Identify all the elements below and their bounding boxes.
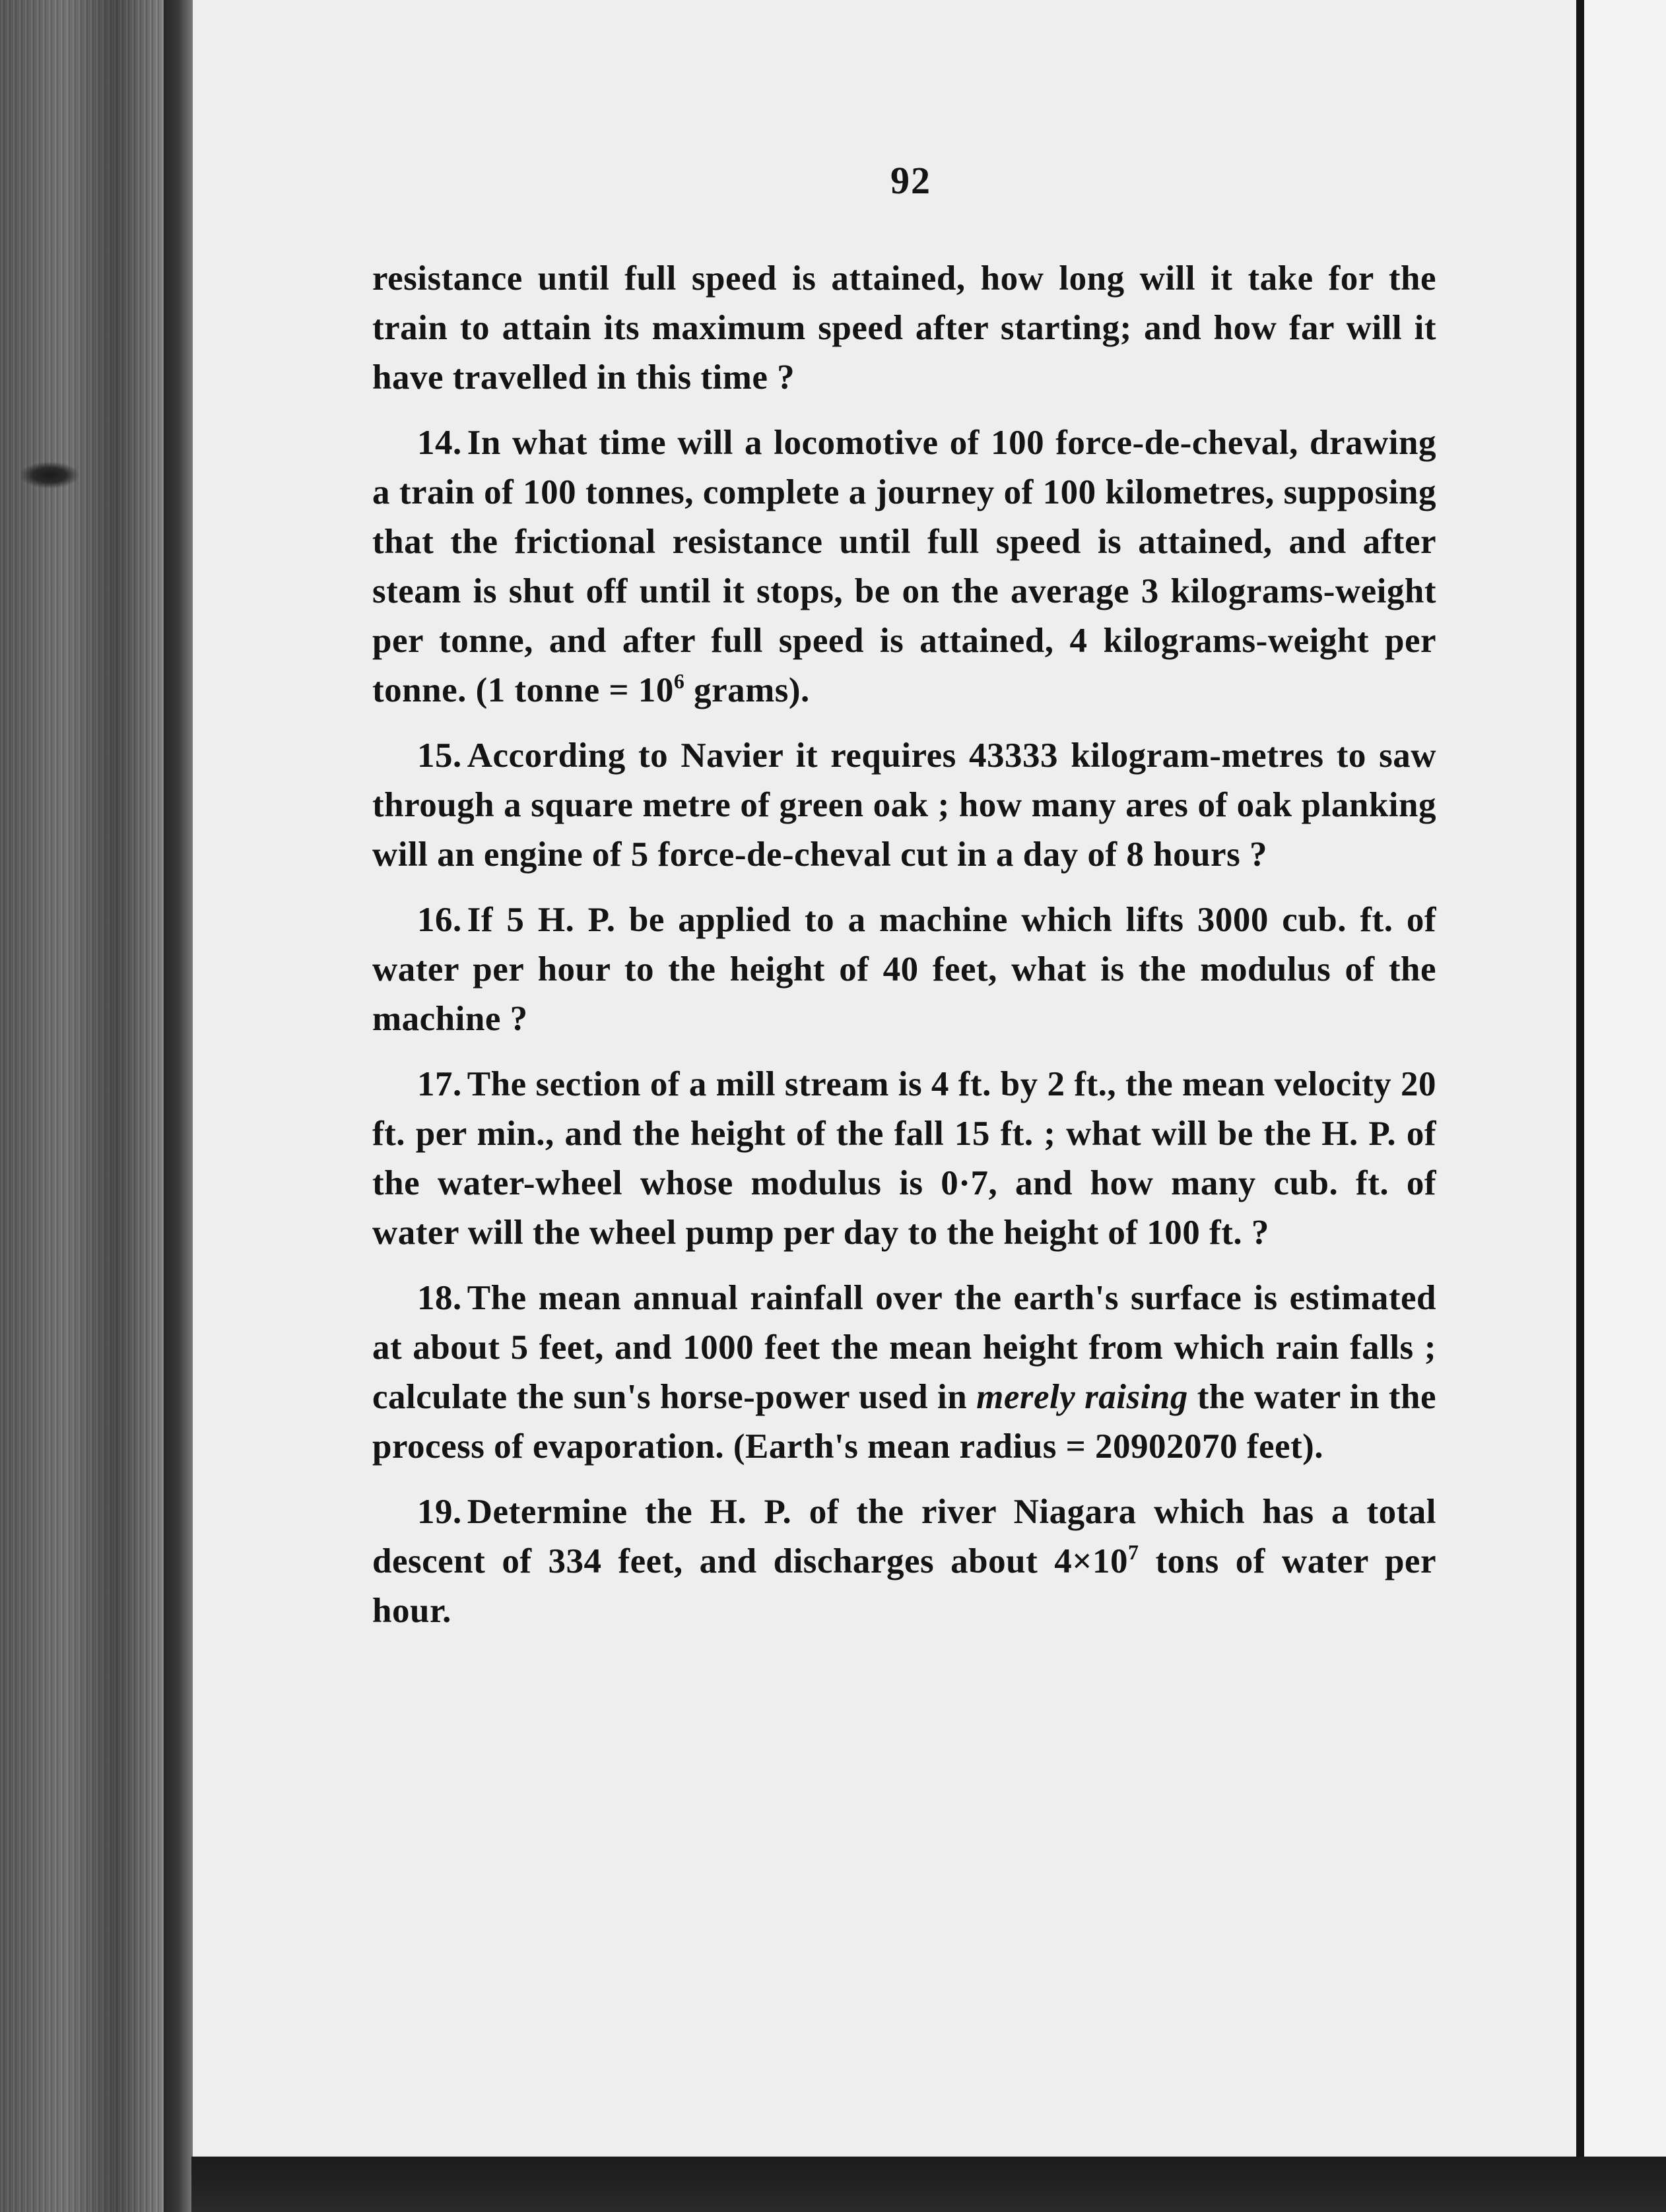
continuation-paragraph [372,254,1436,403]
problem-number: 16. [417,901,462,939]
problem-text-after: tons of water per hour. [372,1542,1436,1630]
problem-number: 17. [417,1065,462,1103]
problem-number: 15. [417,736,462,775]
page-number: 92 [890,159,931,202]
gutter-ink-mark [20,462,79,488]
problem-14 [372,418,1436,715]
bottom-scan-edge [191,2157,1666,2212]
problem-16 [372,895,1436,1044]
problem-text: In what time will a locomotive of 100 force-de-cheval, drawing a train of 100 tonnes, complete a journey of 100 kilometres, supposing that the frictional resistance until full speed is attained, and after steam is shut off until it stops, be on the average 3 kilograms-weight per tonne, and after full speed is attained, 4 kilograms-weight per tonne. (1 tonne = 10 [372,424,1436,709]
problem-text: Determine the H. P. of the river Niagara which has a total descent of 334 feet, and discharges about 4×10 [372,1493,1436,1580]
problem-17 [372,1060,1436,1258]
problem-text-after: grams). [684,671,810,709]
problem-text: If 5 H. P. be applied to a machine which lifts 3000 cub. ft. of water per hour to the height of 40 feet, what is the modulus of the machine ? [372,901,1436,1038]
right-margin [1584,0,1666,2212]
problem-number: 18. [417,1279,462,1317]
problem-19 [372,1487,1436,1636]
problem-text-after: the water in the process of evaporation. (Earth's mean radius = 20902070 feet). [372,1378,1437,1466]
problem-text: The mean annual rainfall over the earth's surface is estimated at about 5 feet, and 1000 feet the mean height from which rain falls ; calculate the sun's horse-power used in [372,1279,1436,1416]
problem-15 [372,731,1436,880]
problem-number: 14. [417,424,462,462]
problem-text: According to Navier it requires 43333 kilogram-metres to saw through a square metre of green oak ; how many ares of oak planking will an engine of 5 force-de-cheval cut in a day of 8 hours ? [372,736,1436,874]
problem-18 [372,1274,1436,1472]
right-page-edge [1576,0,1584,2212]
continuation-text: resistance until full speed is attained, how long will it take for the train to attain its maximum speed after starting; and how far will it have travelled in this time ? [372,259,1436,397]
page-text [372,254,1436,1652]
book-gutter [0,0,191,2212]
superscript: 7 [1127,1540,1139,1564]
superscript: 6 [673,669,685,693]
gutter-shadow [164,0,193,2212]
italic-phrase: merely raising [976,1378,1188,1416]
problem-number: 19. [417,1493,462,1531]
problem-text: The section of a mill stream is 4 ft. by 2 ft., the mean velocity 20 ft. per min., and the height of the fall 15 ft. ; what will be the H. P. of the water-wheel whose modulus is 0·7, and how many cub. ft. of water will the wheel pump per day to the height of 100 ft. ? [372,1065,1436,1252]
